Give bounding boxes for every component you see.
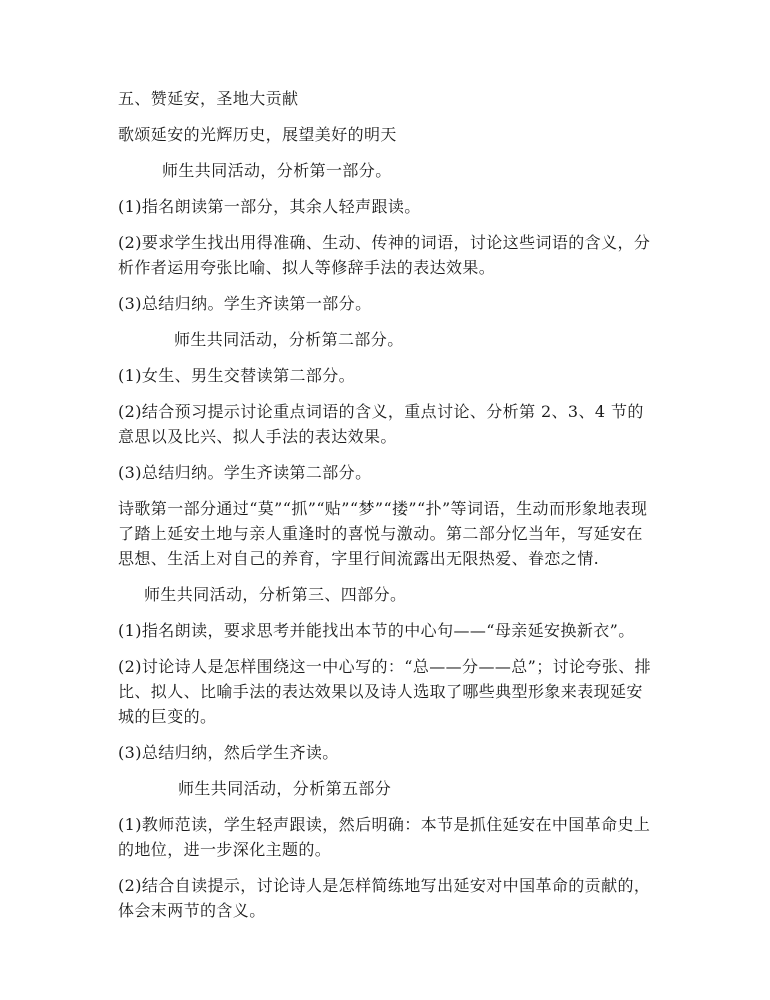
part1-step-2: (2)要求学生找出用得准确、生动、传神的词语，讨论这些词语的含义，分析作者运用夸张比喻、拟人等修辞手法的表达效果。 [118,233,651,277]
part2-step-3: (3)总结归纳。学生齐读第二部分。 [118,463,372,482]
part3-step-1: (1)指名朗读，要求思考并能找出本节的中心句——“母亲延安换新衣”。 [118,621,635,640]
section-subtitle: 歌颂延安的光辉历史，展望美好的明天 [118,125,397,144]
section-heading: 五、赞延安，圣地大贡献 [118,89,299,108]
part2-step-1: (1)女生、男生交替读第二部分。 [118,366,356,385]
part3-step-3: (3)总结归纳，然后学生齐读。 [118,743,339,762]
part2-summary: 诗歌第一部分通过“莫”“抓”“贴”“梦”“搂”“扑”等词语，生动而形象地表现了踏上延安土地与亲人重逢时的喜悦与激动。第二部分忆当年，写延安在思想、生活上对自己的养育，字里行间流露出无限热爱、眷恋之情. [118,499,648,568]
document-page [118,86,658,934]
part5-title: 师生共同活动，分析第五部分 [178,779,392,798]
part1-step-1: (1)指名朗读第一部分，其余人轻声跟读。 [118,197,421,216]
part5-step-2: (2)结合自读提示，讨论诗人是怎样简练地写出延安对中国革命的贡献的，体会末两节的含义。 [118,876,651,920]
part2-step-2: (2)结合预习提示讨论重点词语的含义，重点讨论、分析第 2、3、4 节的意思以及比兴、拟人手法的表达效果。 [118,402,644,446]
part1-title: 师生共同活动，分析第一部分。 [162,161,392,180]
part1-step-3: (3)总结归纳。学生齐读第一部分。 [118,294,372,313]
part5-step-1: (1)教师范读，学生轻声跟读，然后明确：本节是抓住延安在中国革命史上的地位，进一步深化主题的。 [118,815,651,859]
part3-step-2: (2)讨论诗人是怎样围绕这一中心写的：“总——分——总”；讨论夸张、排比、拟人、比喻手法的表达效果以及诗人选取了哪些典型形象来表现延安城的巨变的。 [118,657,652,726]
part3-title: 师生共同活动，分析第三、四部分。 [144,585,407,604]
part2-title: 师生共同活动，分析第二部分。 [174,330,404,349]
